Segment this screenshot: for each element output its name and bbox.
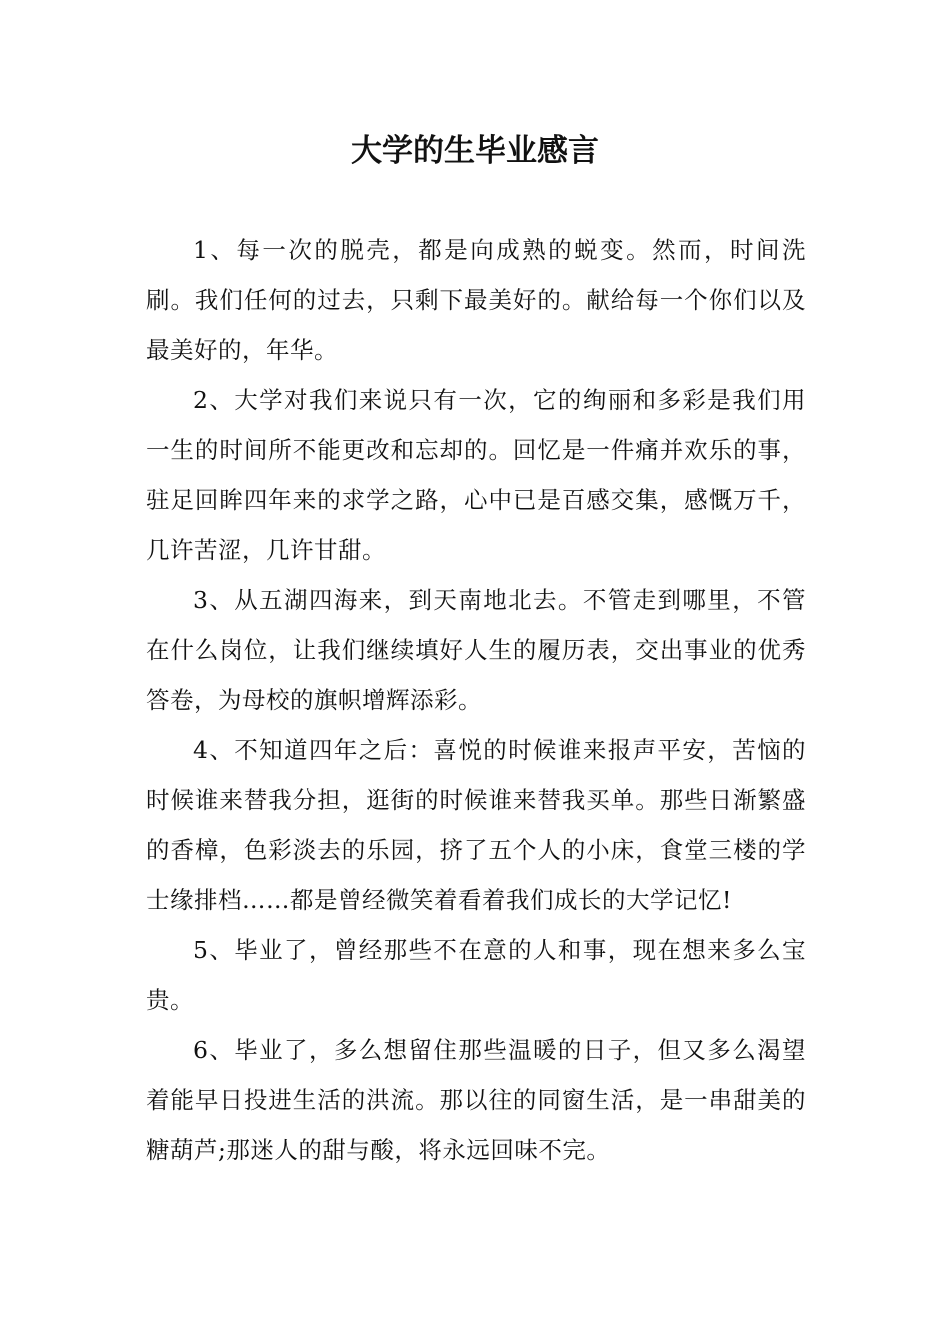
paragraph-3: 3、从五湖四海来，到天南地北去。不管走到哪里，不管在什么岗位，让我们继续填好人生的履历表，交出事业的优秀答卷，为母校的旗帜增辉添彩。	[146, 586, 806, 714]
document-title: 大学的生毕业感言	[351, 133, 599, 169]
paragraph-1: 1、每一次的脱壳，都是向成熟的蜕变。然而，时间洗刷。我们任何的过去，只剩下最美好的。献给每一个你们以及最美好的，年华。	[146, 236, 806, 364]
paragraph-4: 4、不知道四年之后：喜悦的时候谁来报声平安，苦恼的时候谁来替我分担，逛街的时候谁来替我买单。那些日渐繁盛的香樟，色彩淡去的乐园，挤了五个人的小床，食堂三楼的学士缘排档……都是曾经微笑着看着我们成长的大学记忆!	[146, 736, 806, 914]
paragraph-6: 6、毕业了，多么想留住那些温暖的日子，但又多么渴望着能早日投进生活的洪流。那以往的同窗生活，是一串甜美的糖葫芦;那迷人的甜与酸，将永远回味不完。	[146, 1036, 806, 1164]
paragraph-5: 5、毕业了，曾经那些不在意的人和事，现在想来多么宝贵。	[146, 936, 806, 1014]
document-body	[146, 225, 806, 1175]
paragraph-2: 2、大学对我们来说只有一次，它的绚丽和多彩是我们用一生的时间所不能更改和忘却的。回忆是一件痛并欢乐的事，驻足回眸四年来的求学之路，心中已是百感交集，感慨万千，几许苦涩，几许甘甜。	[146, 386, 806, 564]
